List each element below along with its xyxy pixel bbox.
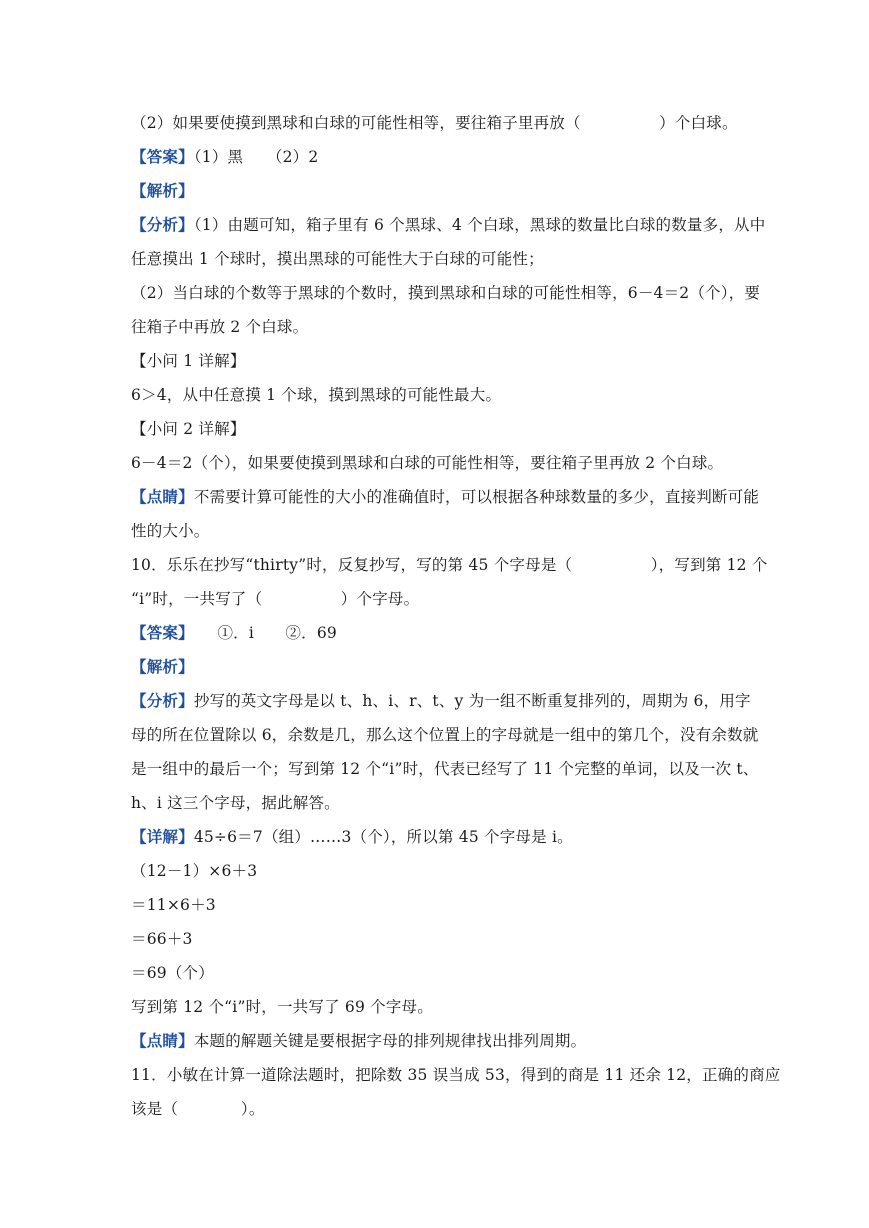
question-11: 11．小敏在计算一道除法题时，把除数 35 误当成 53，得到的商是 11 还余 12，正确的商应 [131,1066,781,1084]
answer-tag: 【答案】 [131,147,194,166]
analysis-line: 往箱子中再放 2 个白球。 [131,318,309,336]
calc-line: （12－1）×6＋3 [131,862,258,880]
analysis-tag: 【解析】 [131,181,194,200]
analysis-line: 任意摸出 1 个球时，摸出黑球的可能性大于白球的可能性； [131,250,544,268]
question-10: “i”时，一共写了（ ）个字母。 [131,590,420,608]
calc-line: ＝66＋3 [131,930,193,948]
subquestion-2-detail: 6－4＝2（个），如果要使摸到黑球和白球的可能性相等，要往箱子里再放 2 个白球。 [131,454,724,472]
analysis-heading [131,181,194,201]
analysis-line: （2）当白球的个数等于黑球的个数时，摸到黑球和白球的可能性相等，6－4＝2（个），要 [131,284,761,302]
fenxi-tag: 【分析】 [131,691,194,710]
remark-line: 【点睛】不需要计算可能性的大小的准确值时，可以根据各种球数量的多少，直接判断可能 [131,487,760,506]
answer-line: 【答案】 ①．i ②．69 [131,623,337,642]
analysis-heading [131,657,194,677]
subquestion-1-detail: 6＞4，从中任意摸 1 个球，摸到黑球的可能性最大。 [131,386,502,404]
question-10: 10．乐乐在抄写“thirty”时，反复抄写，写的第 45 个字母是（ ），写到第 12 个 [131,556,768,574]
question-11: 该是（ ）。 [131,1100,265,1118]
analysis-line: 是一组中的最后一个；写到第 12 个“i”时，代表已经写了 11 个完整的单词，以及一次 t、 [131,760,759,778]
answer-line: 【答案】（1）黑 （2）2 [131,147,319,166]
calc-line: ＝69（个） [131,964,214,982]
subquestion-1-heading: 【小问 1 详解】 [131,352,246,370]
analysis-line: 【分析】（1）由题可知，箱子里有 6 个黑球、4 个白球，黑球的数量比白球的数量多，从中 [131,215,766,234]
subquestion-2-heading: 【小问 2 详解】 [131,420,246,438]
analysis-line: h、i 这三个字母，据此解答。 [131,794,340,812]
analysis-line: 【分析】抄写的英文字母是以 t、h、i、r、t、y 为一组不断重复排列的，周期为 6，用字 [131,691,751,710]
detail-tag: 【详解】 [131,827,194,846]
detail-conclusion: 写到第 12 个“i”时，一共写了 69 个字母。 [131,998,433,1016]
analysis-tag: 【解析】 [131,657,194,676]
analysis-line: 母的所在位置除以 6，余数是几，那么这个位置上的字母就是一组中的第几个，没有余数就 [131,726,759,744]
question-9-part-2: （2）如果要使摸到黑球和白球的可能性相等，要往箱子里再放（ ）个白球。 [131,114,738,132]
fenxi-tag: 【分析】 [131,215,194,234]
remark-line: 性的大小。 [131,522,210,540]
remark-line: 【点睛】本题的解题关键是要根据字母的排列规律找出排列周期。 [131,1031,587,1050]
answer-tag: 【答案】 [131,623,187,642]
calc-line: ＝11×6＋3 [131,896,216,914]
detail-line: 【详解】45÷6＝7（组）……3（个），所以第 45 个字母是 i。 [131,827,573,846]
remark-tag: 【点睛】 [131,1031,194,1050]
remark-tag: 【点睛】 [131,487,194,506]
